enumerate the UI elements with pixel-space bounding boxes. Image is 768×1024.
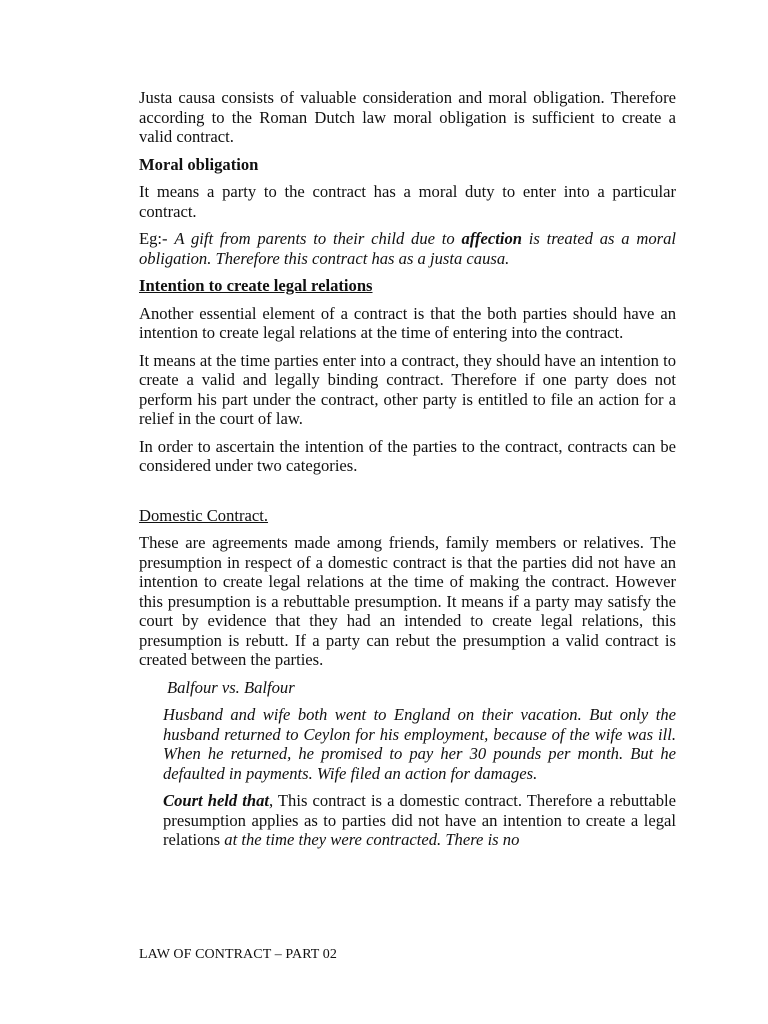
document-body [139,88,676,858]
court-held-label: Court held that [163,791,270,810]
paragraph-example [139,229,676,268]
heading-moral-obligation: Moral obligation [139,154,259,174]
paragraph-categories: In order to ascertain the intention of the parties to the contract, contracts can be considered under two categories. [139,436,676,475]
page-footer: LAW OF CONTRACT – PART 02 [139,947,338,962]
case-title: Balfour vs. Balfour [167,677,295,697]
example-text-2: is treated as a moral obligation. Therefore this contract has as a justa causa. [139,229,676,268]
heading-intention: Intention to create legal relations [139,276,373,295]
case-facts: Husband and wife both went to England on their vacation. But only the husband returned to Ceylon for his employment, because of the wife was ill. When he returned, he promised to pay her 30 pounds per month. But he defaulted in payments. Wife filed an action for damages. [163,705,676,783]
paragraph-binding-contract: It means at the time parties enter into a contract, they should have an intention to create a valid and legally binding contract. Therefore if one party does not perform his part under the contract, other party is entitled to file an action for a relief in the court of law. [139,350,676,428]
paragraph-moral-duty: It means a party to the contract has a moral duty to enter into a particular contract. [139,182,676,221]
paragraph-justa-causa: Justa causa consists of valuable consideration and moral obligation. Therefore according to the Roman Dutch law moral obligation is sufficient to create a valid contract. [139,88,676,146]
court-held-italic: at the time they were contracted. There is no [224,830,520,849]
court-held [163,791,676,850]
paragraph-domestic: These are agreements made among friends, family members or relatives. The presumption in respect of a domestic contract is that the parties did not have an intention to create legal relations at the time of making the contract. However this presumption is a rebuttable presumption. It means if a party may satisfy the court by evidence that they had an intended to create legal relations, this presumption is rebutt. If a party can rebut the presumption a valid contract is created between the parties. [139,533,676,669]
heading-domestic-contract: Domestic Contract. [139,505,269,525]
court-held-text: , This contract is a domestic contract. Therefore a rebuttable presumption applies as to parties did not have an intention to create a legal relations [163,791,676,849]
example-emphasis: affection [461,229,522,248]
example-prefix: Eg:- [139,229,175,248]
example-text-1: A gift from parents to their child due to [174,229,462,248]
paragraph-essential-element: Another essential element of a contract is that the both parties should have an intention to create legal relations at the time of entering into the contract. [139,303,676,342]
